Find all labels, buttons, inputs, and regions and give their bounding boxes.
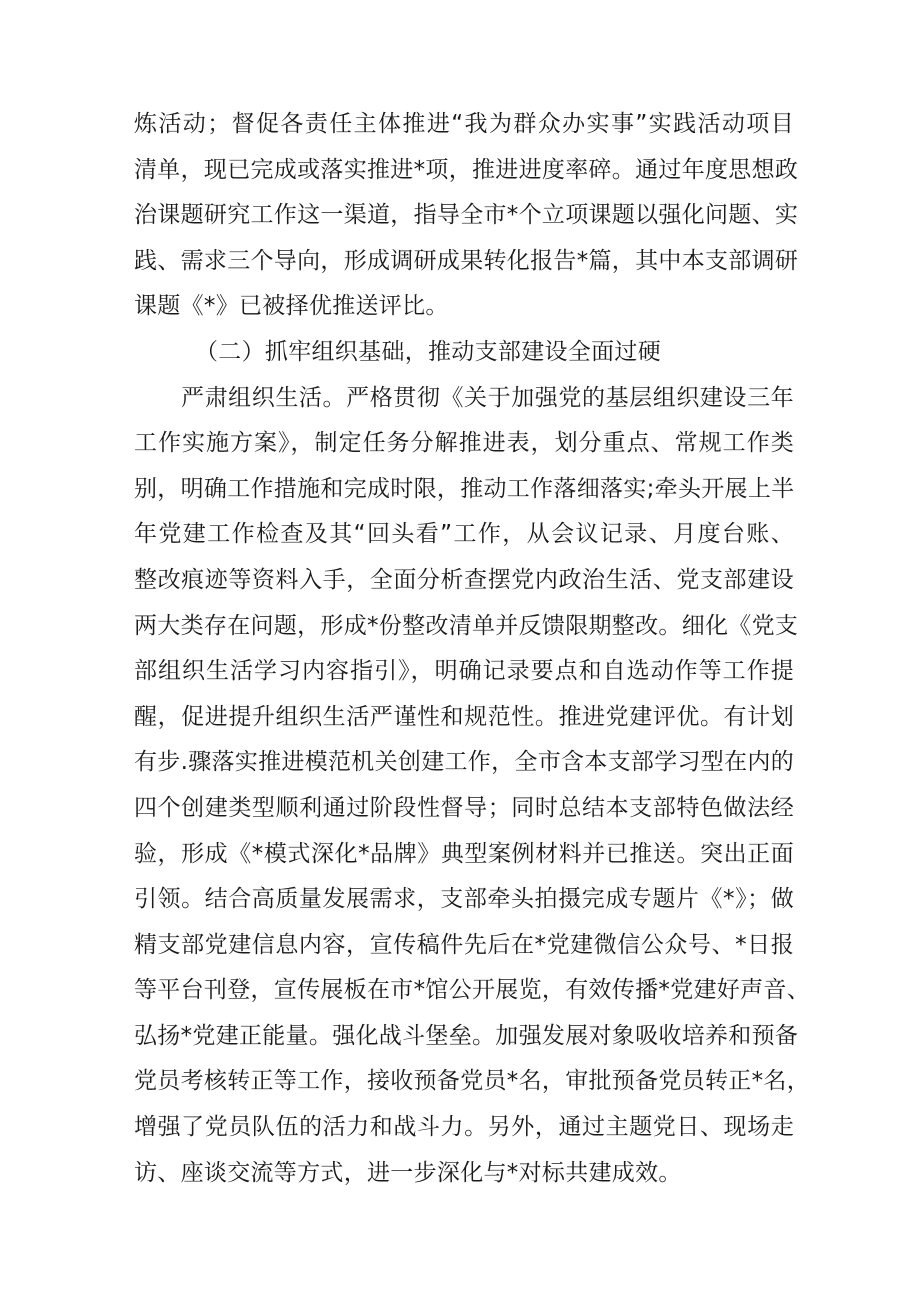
paragraph-line: 等平台刊登，宣传展板在市*馆公开展览，有效传播*党建好声音、 [134,977,810,1004]
paragraph-line: 践、需求三个导向，形成调研成果转化报告*篇，其中本支部调研 [134,247,799,274]
paragraph-line: 工作实施方案》，制定任务分解推进表，划分重点、常规工作类 [134,430,794,457]
paragraph-line: 验，形成《*模式深化*品牌》典型案例材料并已推送。突出正面 [134,840,794,867]
paragraph-1 [134,102,799,330]
paragraph-line: 醒，促进提升组织生活严谨性和规范性。推进党建评优。有计划 [134,703,794,730]
paragraph-line: 访、座谈交流等方式，进一步深化与*对标共建成效。 [134,1159,682,1186]
paragraph-line: 清单，现已完成或落实推进*项，推进进度率碎。通过年度思想政 [134,156,799,183]
paragraph-line: 年党建工作检查及其“回头看”工作，从会议记录、月度台账、 [134,521,794,548]
paragraph-line: 整改痕迹等资料入手，全面分析查摆党内政治生活、党支部建设 [134,566,794,593]
paragraph-line: 炼活动；督促各责任主体推进“我为群众办实事”实践活动项目 [134,111,794,137]
paragraph-line: 治课题研究工作这一渠道，指导全市*个立项课题以强化问题、实 [134,202,799,229]
paragraph-line: 增强了党员队伍的活力和战斗力。另外，通过主题党日、现场走 [134,1114,794,1141]
paragraph-line: 两大类存在问题，形成*份整改清单并反馈限期整改。细化《党支 [134,612,799,639]
paragraph-line: 有步.骤落实推进模范机关创建工作，全市含本支部学习型在内的 [134,749,795,776]
paragraph-line: 课题《*》已被择优推送评比。 [134,293,449,320]
paragraph-line: 部组织生活学习内容指引》，明确记录要点和自选动作等工作提 [134,658,794,685]
document-body [134,102,810,1196]
section-heading: （二）抓牢组织基础，推动支部建设全面过硬 [195,338,661,365]
paragraph-line: 四个创建类型顺利通过阶段性督导；同时总结本支部特色做法经 [134,794,794,821]
paragraph-line: 精支部党建信息内容，宣传稿件先后在*党建微信公众号、*日报 [134,931,794,958]
paragraph-2 [134,376,810,1197]
paragraph-line: 引领。结合高质量发展需求，支部牵头拍摄完成专题片《*》；做 [134,886,794,913]
paragraph-line: 党员考核转正等工作，接收预备党员*名，审批预备党员转正*名， [134,1068,810,1095]
paragraph-line: 弘扬*党建正能量。强化战斗堡垒。加强发展对象吸收培养和预备 [134,1022,799,1049]
paragraph-line: 严肃组织生活。严格贯彻《关于加强党的基层组织建设三年 [181,384,794,411]
paragraph-line: 别，明确工作措施和完成时限，推动工作落细落实;牵头开展上半 [134,475,795,502]
